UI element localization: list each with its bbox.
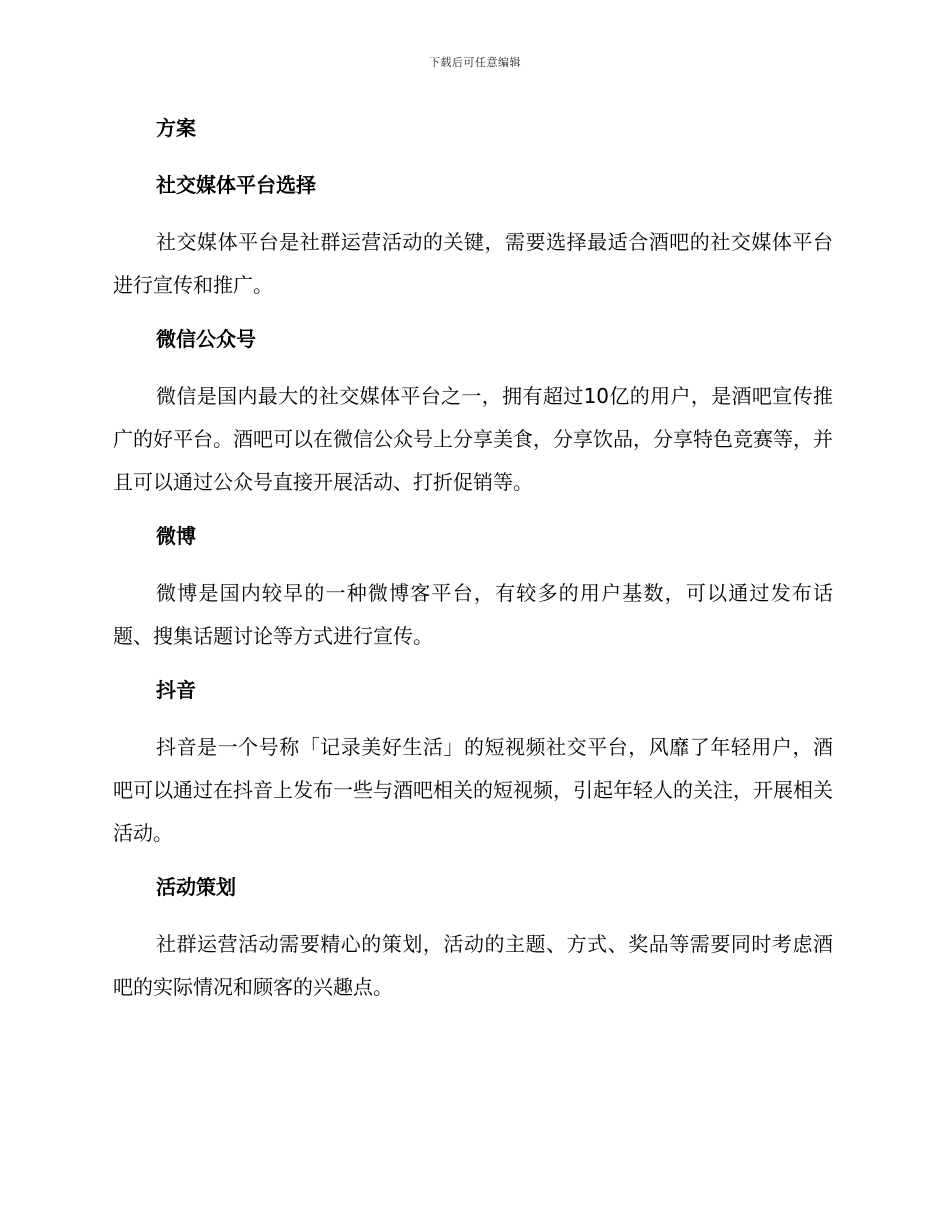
section-heading-fangan: 方案	[156, 116, 196, 140]
section-heading-event-planning: 活动策划	[156, 875, 236, 899]
page-header-note: 下载后可任意编辑	[429, 56, 521, 69]
document-body	[113, 110, 833, 1009]
paragraph-event-planning: 社群运营活动需要精心的策划，活动的主题、方式、奖品等需要同时考虑酒吧的实际情况和顾客的兴趣点。	[113, 932, 833, 999]
paragraph-platform-choice: 社交媒体平台是社群运营活动的关键，需要选择最适合酒吧的社交媒体平台进行宣传和推广。	[113, 230, 833, 297]
section-heading-weibo: 微博	[156, 524, 196, 548]
paragraph-weibo: 微博是国内较早的一种微博客平台，有较多的用户基数，可以通过发布话题、搜集话题讨论等方式进行宣传。	[113, 581, 833, 648]
section-heading-douyin: 抖音	[156, 678, 196, 702]
section-heading-platform-choice: 社交媒体平台选择	[156, 173, 316, 197]
section-heading-wechat: 微信公众号	[156, 327, 256, 351]
paragraph-wechat: 微信是国内最大的社交媒体平台之一，拥有超过10亿的用户，是酒吧宣传推广的好平台。酒吧可以在微信公众号上分享美食，分享饮品，分享特色竞赛等，并且可以通过公众号直接开展活动、打折促销等。	[113, 384, 833, 494]
paragraph-douyin: 抖音是一个号称「记录美好生活」的短视频社交平台，风靡了年轻用户，酒吧可以通过在抖音上发布一些与酒吧相关的短视频，引起年轻人的关注，开展相关活动。	[113, 735, 833, 845]
